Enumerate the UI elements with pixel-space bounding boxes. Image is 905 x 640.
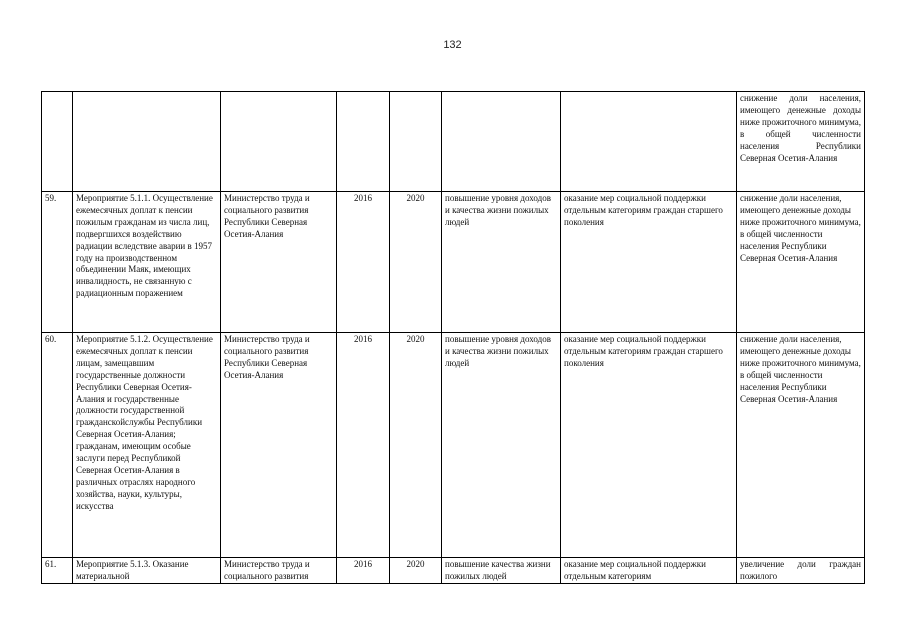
indicator-cell: увеличение доли граждан пожилого bbox=[737, 558, 865, 584]
start-year-cell bbox=[337, 92, 390, 192]
content-cell: оказание мер социальной поддержки отдельным категориям bbox=[561, 558, 737, 584]
content-cell: оказание мер социальной поддержки отдельным категориям граждан старшего поколения bbox=[561, 333, 737, 558]
goal-cell: повышение уровня доходов и качества жизни пожилых людей bbox=[442, 192, 561, 333]
end-year-cell: 2020 bbox=[390, 333, 442, 558]
goal-cell: повышение качества жизни пожилых людей bbox=[442, 558, 561, 584]
goal-cell bbox=[442, 92, 561, 192]
executor-cell: Министерство труда и социального развития bbox=[221, 558, 337, 584]
row-number: 59. bbox=[42, 192, 73, 333]
goal-cell: повышение уровня доходов и качества жизни пожилых людей bbox=[442, 333, 561, 558]
end-year-cell bbox=[390, 92, 442, 192]
end-year-cell: 2020 bbox=[390, 192, 442, 333]
program-events-table bbox=[41, 91, 865, 584]
event-cell: Мероприятие 5.1.2. Осуществление ежемесячных доплат к пенсии лицам, замещавшим государственные должности Республики Северная Осетия-Алания и государственные должности государственной гражданскойслужбы Республики Северная Осетия-Алания; гражданам, имеющим особые заслуги перед Республикой Северная Осетия-Алания в различных отраслях народного хозяйства, науки, культуры, искусства bbox=[73, 333, 221, 558]
content-cell bbox=[561, 92, 737, 192]
table-row bbox=[42, 558, 865, 584]
end-year-cell: 2020 bbox=[390, 558, 442, 584]
table-row bbox=[42, 92, 865, 192]
event-cell bbox=[73, 92, 221, 192]
indicator-cell: снижение доли населения, имеющего денежные доходы ниже прожиточного минимума, в общей численности населения Республики Северная Осетия-Алания bbox=[737, 92, 865, 192]
table-row bbox=[42, 333, 865, 558]
indicator-cell: снижение доли населения, имеющего денежные доходы ниже прожиточного минимума, в общей численности населения Республики Северная Осетия-Алания bbox=[737, 333, 865, 558]
page-number: 132 bbox=[443, 39, 462, 51]
row-number: 60. bbox=[42, 333, 73, 558]
content-cell: оказание мер социальной поддержки отдельным категориям граждан старшего поколения bbox=[561, 192, 737, 333]
start-year-cell: 2016 bbox=[337, 192, 390, 333]
event-cell: Мероприятие 5.1.3. Оказание материальной bbox=[73, 558, 221, 584]
table-row bbox=[42, 192, 865, 333]
executor-cell: Министерство труда и социального развития Республики Северная Осетия-Алания bbox=[221, 192, 337, 333]
event-cell: Мероприятие 5.1.1. Осуществление ежемесячных доплат к пенсии пожилым гражданам из числа лиц, подвергшихся воздействию радиации вследствие аварии в 1957 году на производственном объединении Маяк, имеющих инвалидность, не связанную с радиационным поражением bbox=[73, 192, 221, 333]
indicator-cell: снижение доли населения, имеющего денежные доходы ниже прожиточного минимума, в общей численности населения Республики Северная Осетия-Алания bbox=[737, 192, 865, 333]
start-year-cell: 2016 bbox=[337, 333, 390, 558]
executor-cell: Министерство труда и социального развития Республики Северная Осетия-Алания bbox=[221, 333, 337, 558]
row-number bbox=[42, 92, 73, 192]
executor-cell bbox=[221, 92, 337, 192]
row-number: 61. bbox=[42, 558, 73, 584]
start-year-cell: 2016 bbox=[337, 558, 390, 584]
